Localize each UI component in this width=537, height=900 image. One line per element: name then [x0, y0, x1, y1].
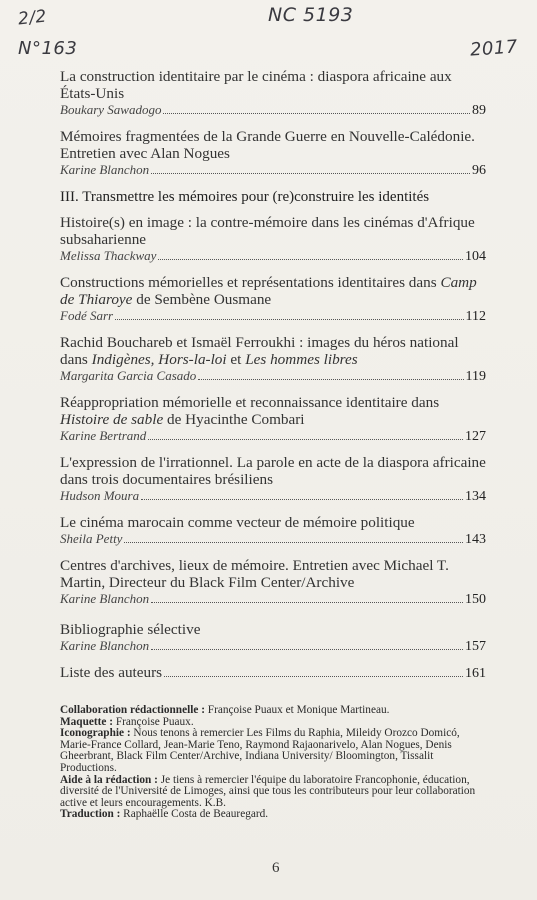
- film-title: Camp de Thiaroye: [60, 274, 477, 308]
- toc-entry: [60, 621, 486, 654]
- toc-entry: [60, 454, 486, 504]
- toc-entry: [60, 394, 486, 444]
- toc-entry-page: 119: [465, 369, 486, 384]
- toc-entry-line: [60, 428, 486, 444]
- toc-entry: [60, 514, 486, 547]
- toc-entry: [60, 214, 486, 264]
- dot-leader: [148, 439, 463, 440]
- credit-iconographie: [60, 728, 490, 774]
- toc-entry-title: [60, 274, 486, 308]
- toc-entry-page: 134: [465, 489, 486, 504]
- credit-label: Traduction :: [60, 808, 121, 821]
- toc-entry-author: Karine Bertrand: [60, 428, 147, 443]
- toc-entry-line: [60, 638, 486, 654]
- toc-entry-page: 96: [472, 163, 486, 178]
- dot-leader: [115, 319, 463, 320]
- title-text: et: [226, 351, 246, 368]
- page-number: 6: [272, 860, 280, 876]
- title-text: Réappropriation mémorielle et reconnaissance identitaire dans: [60, 394, 440, 411]
- film-title: Les hommes libres: [245, 351, 358, 368]
- credit-aide: [60, 775, 490, 810]
- title-text: de Sembène Ousmane: [132, 291, 272, 308]
- toc-entry-page: 150: [465, 592, 486, 607]
- toc-entry-line: [60, 488, 486, 504]
- credit-text: Nous tenons à remercier Les Films du Raphia, Mileidy Orozco Domicó, Marie-France Collard, Jean-Marie Teno, Raymond Rajaonarivelo, Alan Nogues, Denis Gheerbrant, Black Film Center/Archive, Indiana University/ Bloomington, Tissalit Productions.: [60, 727, 460, 774]
- credit-label: Aide à la rédaction :: [60, 773, 158, 786]
- toc-entry-author: Melissa Thackway: [60, 248, 157, 263]
- toc-entry-author: Margarita Garcia Casado: [60, 368, 197, 383]
- toc-entry-line: [60, 102, 486, 118]
- dot-leader: [158, 259, 463, 260]
- toc-entry-author: Karine Blanchon: [60, 638, 150, 653]
- toc-entry: [60, 274, 486, 324]
- credit-text: Je tiens à remercier l'équipe du laboratoire Francophonie, éducation, diversité de l'Université de Limoges, ainsi que tous les contributeurs pour leur collaboration active et leurs encouragements. K.B.: [60, 773, 476, 809]
- toc-entry-title: Histoire(s) en image : la contre-mémoire dans les cinémas d'Afrique subsaharienne: [60, 214, 475, 248]
- toc-entry-page: 161: [465, 666, 486, 681]
- toc-entry: [60, 68, 486, 118]
- film-title: Histoire de sable: [60, 411, 164, 428]
- credit-text: Françoise Puaux.: [113, 715, 194, 728]
- toc-entry-author: Sheila Petty: [60, 531, 123, 546]
- toc-entry-author: Boukary Sawadogo: [60, 102, 162, 117]
- dot-leader: [163, 113, 470, 114]
- credit-text: Raphaëlle Costa de Beauregard.: [120, 808, 269, 821]
- toc-entry: [60, 557, 486, 607]
- title-text: Constructions mémorielles et représentations identitaires dans: [60, 274, 441, 291]
- toc-entry-line: [60, 591, 486, 607]
- title-text: Rachid Bouchareb et Ismaël Ferroukhi : images du héros national dans: [60, 334, 459, 368]
- handwritten-year: 2017: [469, 36, 519, 61]
- toc-entry-author: Fodé Sarr: [60, 308, 114, 323]
- toc-entry-line: [60, 162, 486, 178]
- toc-entry-title: Liste des auteurs: [60, 664, 163, 681]
- toc-entry-page: 157: [465, 639, 486, 654]
- toc-entry-author: Karine Blanchon: [60, 162, 150, 177]
- toc-entry: [60, 128, 486, 178]
- film-title: Indigènes, Hors-la-loi: [91, 351, 227, 368]
- dot-leader: [141, 499, 463, 500]
- toc-entry-page: 89: [472, 103, 486, 118]
- toc-entry-line: [60, 308, 486, 324]
- toc-entry-title: Le cinéma marocain comme vecteur de mémoire politique: [60, 514, 415, 531]
- toc-entry-authors-list: [60, 664, 486, 682]
- toc-entry-title: [60, 394, 486, 428]
- handwritten-note-top-left: 2/2: [17, 6, 48, 30]
- table-of-contents: [60, 68, 486, 682]
- handwritten-call-number: NC 5193: [268, 4, 354, 26]
- credits-block: [60, 705, 490, 821]
- dot-leader: [151, 649, 463, 650]
- credit-label: Collaboration rédactionnelle :: [60, 704, 205, 716]
- toc-entry-title: Centres d'archives, lieux de mémoire. Entretien avec Michael T. Martin, Directeur du Black Film Center/Archive: [60, 557, 449, 591]
- toc-entry-title: Bibliographie sélective: [60, 621, 201, 638]
- toc-entry-line: [60, 368, 486, 384]
- toc-entry-title: Mémoires fragmentées de la Grande Guerre en Nouvelle-Calédonie. Entretien avec Alan Nogues: [60, 128, 475, 162]
- dot-leader: [198, 379, 463, 380]
- toc-entry-line: [60, 531, 486, 547]
- toc-entry-title: [60, 334, 486, 368]
- toc-entry-page: 143: [465, 532, 486, 547]
- section-heading: III. Transmettre les mémoires pour (re)construire les identités: [60, 189, 430, 205]
- title-text: de Hyacinthe Combari: [163, 411, 305, 428]
- handwritten-issue-number: N°163: [18, 38, 78, 59]
- toc-entry-author: Hudson Moura: [60, 488, 140, 503]
- toc-entry-page: 112: [465, 309, 486, 324]
- toc-entry-line: [60, 248, 486, 264]
- credit-text: Françoise Puaux et Monique Martineau.: [204, 704, 390, 716]
- dot-leader: [151, 173, 470, 174]
- credit-label: Iconographie :: [60, 727, 131, 740]
- toc-entry-author: Karine Blanchon: [60, 591, 150, 606]
- dot-leader: [164, 676, 463, 677]
- toc-entry-page: 127: [465, 429, 486, 444]
- dot-leader: [124, 542, 463, 543]
- credit-traduction: [60, 809, 490, 821]
- credit-label: Maquette :: [60, 715, 114, 728]
- dot-leader: [151, 602, 463, 603]
- toc-entry-title: La construction identitaire par le cinéma : diaspora africaine aux États-Unis: [60, 68, 452, 102]
- toc-entry-title: L'expression de l'irrationnel. La parole en acte de la diaspora africaine dans trois documentaires brésiliens: [60, 454, 486, 488]
- toc-entry-page: 104: [465, 249, 486, 264]
- toc-entry: [60, 334, 486, 384]
